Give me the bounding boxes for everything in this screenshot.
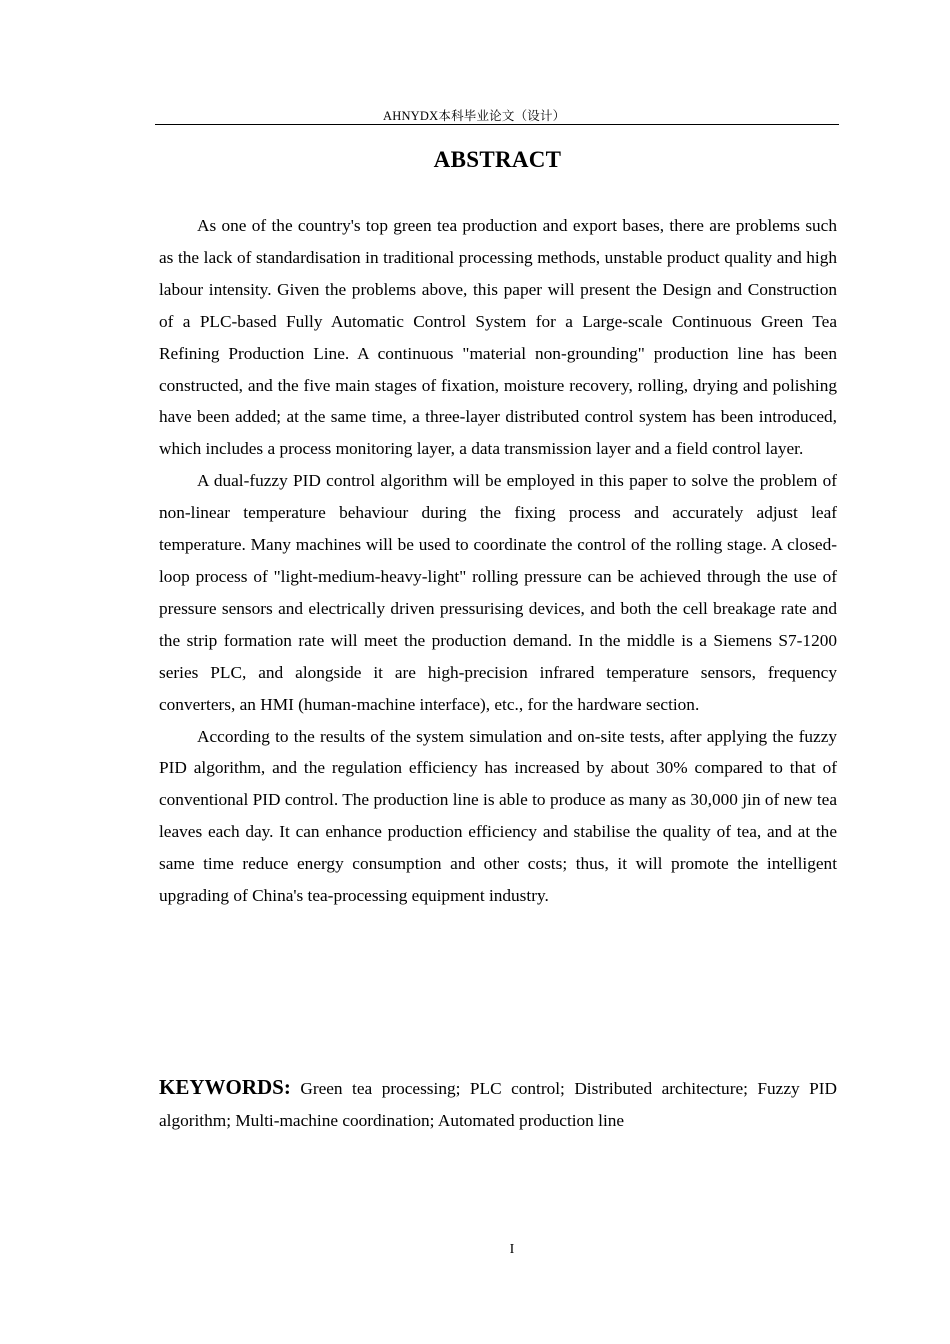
abstract-paragraph-1: As one of the country's top green tea production and export bases, there are problems such as the lack of standardisation in traditional processing methods, unstable product quality and high labour intensity. Given the problems above, this paper will present the Design and Construction of a PLC-based Fully Automatic Control System for a Large-scale Continuous Green Tea Refining Production Line. A continuous "material non-grounding" production line has been constructed, and the five main stages of fixation, moisture recovery, rolling, drying and polishing have been added; at the same time, a three-layer distributed control system has been introduced, which includes a process monitoring layer, a data transmission layer and a field control layer. (159, 216, 837, 459)
page-header (155, 104, 839, 125)
page-number: I (509, 1242, 515, 1257)
keywords-label: KEYWORDS: (159, 1075, 291, 1099)
abstract-paragraph-2: A dual-fuzzy PID control algorithm will be employed in this paper to solve the problem of non-linear temperature behaviour during the fixing process and accurately adjust leaf temperature. Many machines will be used to coordinate the control of the rolling stage. A closed-loop process of "light-medium-heavy-light" rolling pressure can be achieved through the use of pressure sensors and electrically driven pressurising devices, and both the cell breakage rate and the strip formation rate will meet the production demand. In the middle is a Siemens S7-1200 series PLC, and alongside it are high-precision infrared temperature sensors, frequency converters, an HMI (human-machine interface), etc., for the hardware section. (159, 471, 837, 714)
page-header-text: AHNYDX本科毕业论文（设计） (383, 109, 566, 123)
abstract-title: ABSTRACT (433, 147, 562, 172)
abstract-body (159, 210, 837, 912)
keywords-section (159, 1071, 837, 1137)
abstract-paragraph-3: According to the results of the system simulation and on-site tests, after applying the fuzzy PID algorithm, and the regulation efficiency has increased by about 30% compared to that of conventional PID control. The production line is able to produce as many as 30,000 jin of new tea leaves each day. It can enhance production efficiency and stabilise the quality of tea, and at the same time reduce energy consumption and other costs; thus, it will promote the intelligent upgrading of China's tea-processing equipment industry. (159, 726, 837, 906)
keywords-text: Green tea processing; PLC control; Distributed architecture; Fuzzy PID algorithm; Multi-machine coordination; Automated production line (159, 1079, 837, 1130)
